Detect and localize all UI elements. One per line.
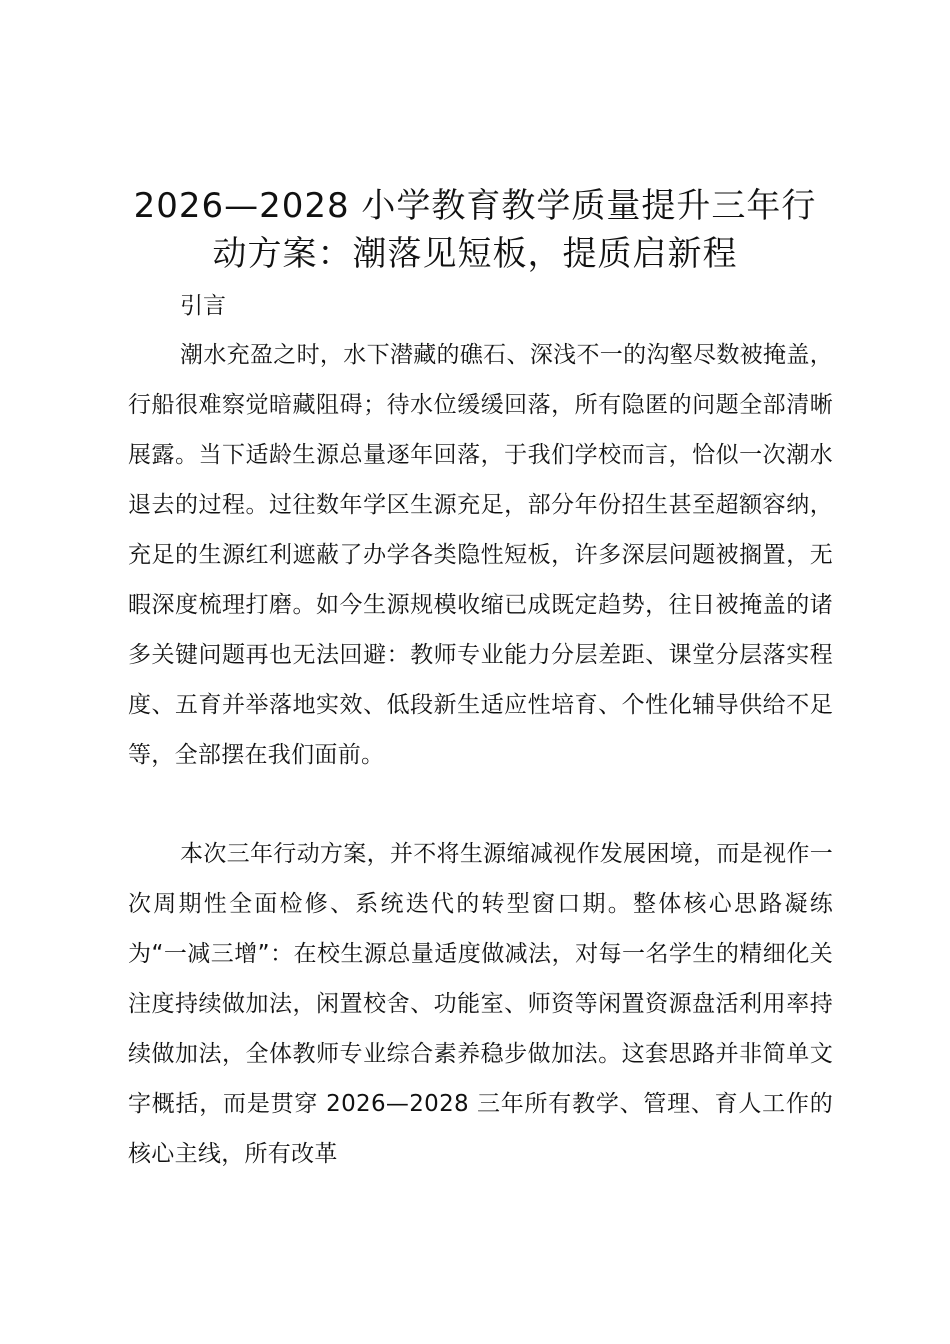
title-line-1: 2026—2028 小学教育教学质量提升三年行 <box>133 186 817 226</box>
paragraph-1: 潮水充盈之时，水下潜藏的礁石、深浅不一的沟壑尽数被掩盖，行船很难察觉暗藏阻碍；待水位缓缓回落，所有隐匿的问题全部清晰展露。当下适龄生源总量逐年回落，于我们学校而言，恰似一次潮水退去的过程。过往数年学区生源充足，部分年份招生甚至超额容纳，充足的生源红利遮蔽了办学各类隐性短板，许多深层问题被搁置，无暇深度梳理打磨。如今生源规模收缩已成既定趋势，往日被掩盖的诸多关键问题再也无法回避：教师专业能力分层差距、课堂分层落实程度、五育并举落地实效、低段新生适应性培育、个性化辅导供给不足等，全部摆在我们面前。 <box>128 342 833 768</box>
document-title <box>120 182 830 278</box>
paragraph-2: 本次三年行动方案，并不将生源缩减视作发展困境，而是视作一次周期性全面检修、系统迭代的转型窗口期。整体核心思路凝练为“一减三增”：在校生源总量适度做减法，对每一名学生的精细化关注度持续做加法，闲置校舍、功能室、师资等闲置资源盘活利用率持续做加法，全体教师专业综合素养稳步做加法。这套思路并非简单文字概括，而是贯穿 2026—2028 三年所有教学、管理、育人工作的核心主线，所有改革 <box>128 841 833 1167</box>
title-line-2: 动方案：潮落见短板，提质启新程 <box>212 234 738 274</box>
intro-heading: 引言 <box>180 293 226 319</box>
